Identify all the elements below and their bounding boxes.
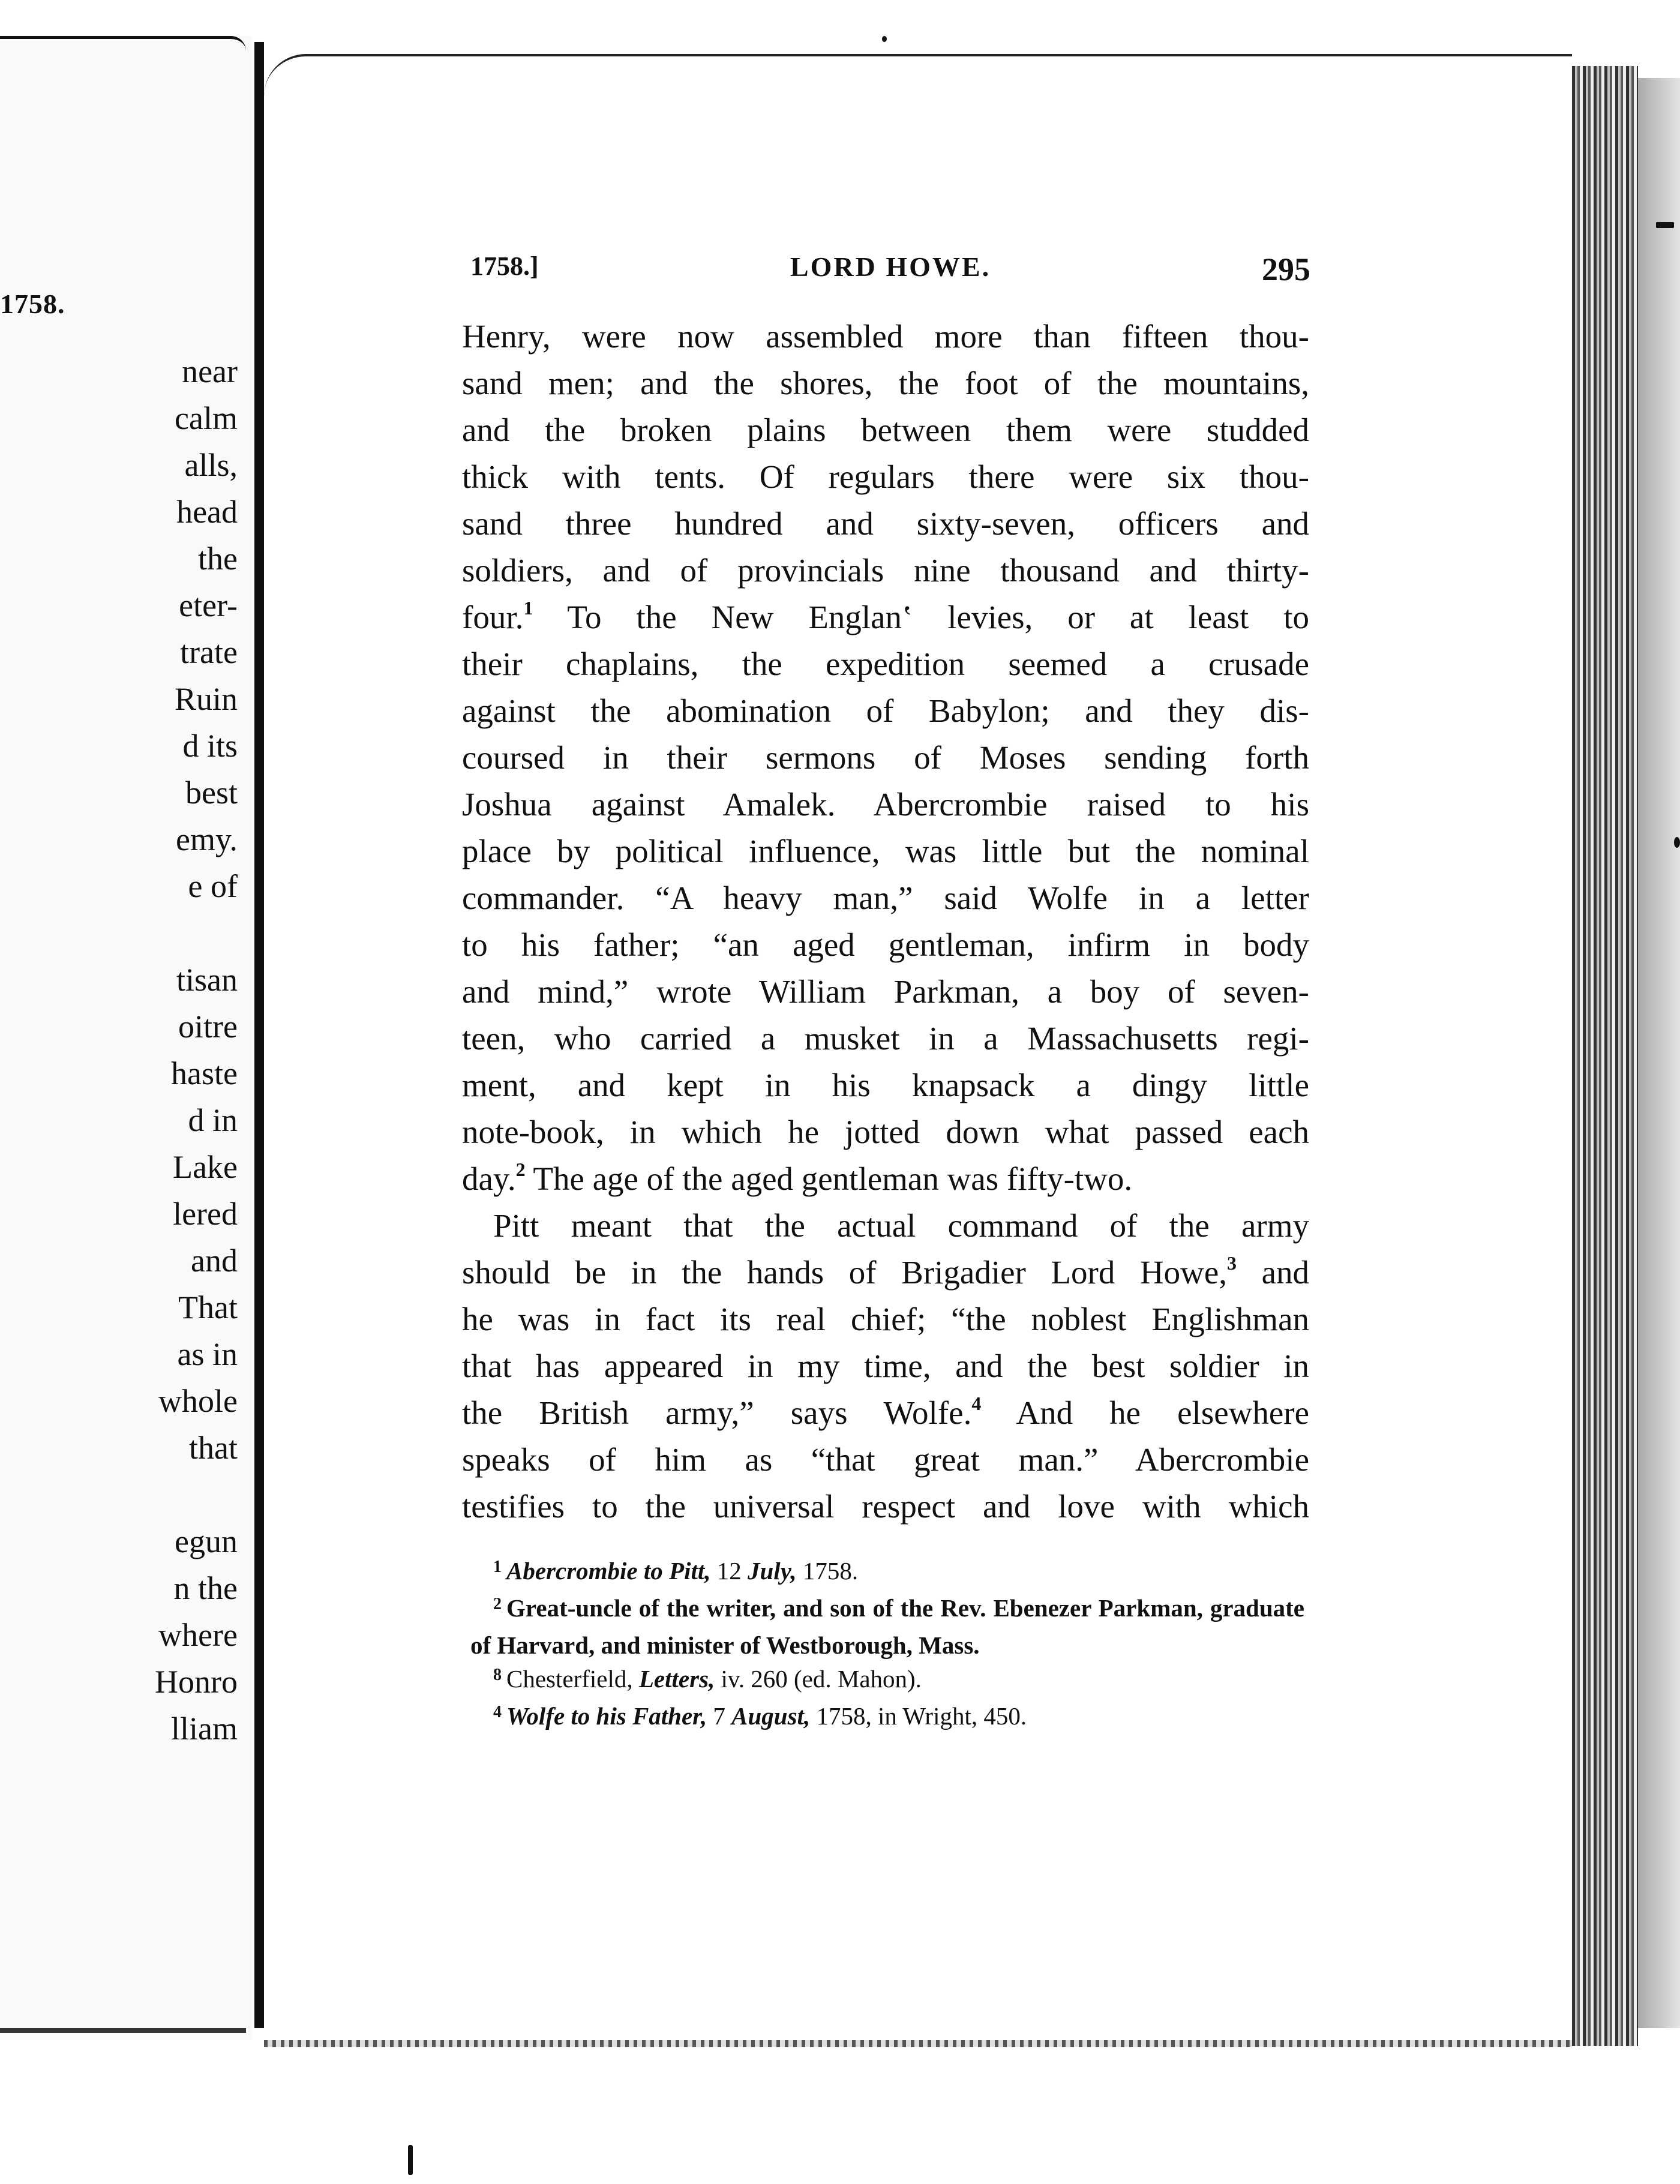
scan-speck bbox=[882, 36, 887, 42]
left-facing-page bbox=[0, 36, 252, 2040]
footnote-number: 1 bbox=[493, 1558, 502, 1576]
footnote-ref-3[interactable]: 3 bbox=[1227, 1252, 1237, 1274]
footnote-text: 1758. bbox=[796, 1557, 859, 1585]
body-line: testifies to the universal respect and love with which bbox=[462, 1488, 1309, 1525]
body-text bbox=[462, 313, 1309, 1530]
running-head-title: LORD HOWE. bbox=[790, 251, 991, 282]
footnote-number: 2 bbox=[493, 1595, 502, 1613]
body-line: to his father; “an aged gentleman, infirm in body bbox=[462, 926, 1309, 963]
scan-speck bbox=[1656, 222, 1674, 228]
left-line: lered bbox=[173, 1196, 238, 1232]
body-line: sand men; and the shores, the foot of the mountains, bbox=[462, 365, 1309, 401]
left-line: as in bbox=[177, 1336, 238, 1372]
footnote-ref-2[interactable]: 2 bbox=[515, 1158, 526, 1180]
body-line: note-book, in which he jotted down what passed each bbox=[462, 1114, 1309, 1150]
footnote-4 bbox=[470, 1699, 1304, 1736]
footnote-text: iv. 260 (ed. Mahon). bbox=[715, 1665, 922, 1693]
left-line: eter- bbox=[179, 587, 238, 623]
body-line: and the broken plains between them were studded bbox=[462, 412, 1309, 448]
body-line-start: the British army,” says Wolfe. bbox=[462, 1394, 972, 1431]
left-line: egun bbox=[175, 1523, 238, 1559]
body-line: sand three hundred and sixty-seven, officers and bbox=[462, 505, 1309, 542]
page-block-edges bbox=[1572, 66, 1638, 2046]
left-line: oitre bbox=[178, 1009, 238, 1045]
left-line-gap bbox=[106, 1471, 238, 1518]
body-line: against the abomination of Babylon; and they dis- bbox=[462, 692, 1309, 729]
left-line: That bbox=[178, 1289, 238, 1325]
footnote-title: Wolfe to his Father, bbox=[506, 1702, 707, 1730]
body-line: thick with tents. Of regulars there were six thou- bbox=[462, 458, 1309, 495]
left-line: d in bbox=[188, 1102, 238, 1138]
footnote-text: 12 bbox=[710, 1557, 748, 1585]
body-line: Joshua against Amalek. Abercrombie raised to his bbox=[462, 786, 1309, 823]
left-page-bottom-edge bbox=[0, 2028, 246, 2033]
left-page-top-edge bbox=[0, 36, 246, 51]
running-head-year: 1758.] bbox=[470, 251, 539, 281]
body-line-with-ref bbox=[462, 1249, 1309, 1296]
left-line: calm bbox=[175, 400, 238, 436]
body-line: their chaplains, the expedition seemed a crusade bbox=[462, 646, 1309, 682]
left-line: d its bbox=[182, 728, 238, 764]
body-line: teen, who carried a musket in a Massachusetts regi- bbox=[462, 1020, 1309, 1057]
left-page-line-fragments bbox=[106, 348, 238, 1752]
body-line: ment, and kept in his knapsack a dingy little bbox=[462, 1067, 1309, 1103]
left-line-gap bbox=[106, 910, 238, 956]
body-line-with-ref bbox=[462, 1390, 1309, 1436]
body-line: commander. “A heavy man,” said Wolfe in a letter bbox=[462, 880, 1309, 916]
left-line: near bbox=[182, 353, 238, 389]
footnote-title: Abercrombie to Pitt, bbox=[506, 1557, 711, 1585]
body-line-with-ref bbox=[462, 1156, 1309, 1202]
footnotes bbox=[470, 1554, 1304, 1736]
left-line: n the bbox=[173, 1570, 238, 1606]
footnote-title: August, bbox=[731, 1702, 811, 1730]
left-line: e of bbox=[188, 868, 238, 904]
scan-speck bbox=[1674, 837, 1680, 848]
body-line: soldiers, and of provincials nine thousand and thirty- bbox=[462, 552, 1309, 589]
body-line: that has appeared in my time, and the best soldier in bbox=[462, 1348, 1309, 1384]
body-line-with-ref bbox=[462, 594, 1309, 641]
body-line: coursed in their sermons of Moses sending forth bbox=[462, 739, 1309, 776]
left-line: whole bbox=[158, 1383, 238, 1419]
body-line-rest: And he elsewhere bbox=[981, 1394, 1310, 1431]
body-line: and mind,” wrote William Parkman, a boy of seven- bbox=[462, 973, 1309, 1010]
footnote-ref-4[interactable]: 4 bbox=[971, 1392, 982, 1414]
left-line: head bbox=[176, 494, 238, 530]
page-number: 295 bbox=[1262, 251, 1310, 287]
left-line: lliam bbox=[171, 1711, 238, 1747]
body-line-start: should be in the hands of Brigadier Lord Howe, bbox=[462, 1254, 1227, 1291]
left-page-header-year: 1758. bbox=[0, 289, 65, 319]
footnote-number: 4 bbox=[493, 1703, 502, 1721]
footnote-3 bbox=[470, 1662, 1304, 1699]
left-line: the bbox=[198, 541, 238, 577]
left-line: Ruin bbox=[174, 681, 238, 717]
body-line-rest: To the New Englanʽ levies, or at least to bbox=[533, 599, 1309, 635]
paragraph-first-line: Pitt meant that the actual command of the army bbox=[493, 1207, 1309, 1244]
left-line: tisan bbox=[176, 962, 238, 998]
scan-speck bbox=[408, 2145, 413, 2175]
body-line-start: day. bbox=[462, 1160, 516, 1197]
body-line: speaks of him as “that great man.” Abercrombie bbox=[462, 1441, 1309, 1478]
left-line: best bbox=[185, 775, 238, 811]
footnote-title: July, bbox=[748, 1557, 797, 1585]
footnote-ref-1[interactable]: 1 bbox=[523, 596, 533, 619]
body-line-rest: The age of the aged gentleman was fifty-two. bbox=[525, 1160, 1133, 1197]
left-line: emy. bbox=[176, 821, 238, 857]
body-line: place by political influence, was little but the nominal bbox=[462, 833, 1309, 869]
left-line: Lake bbox=[173, 1149, 238, 1185]
page-block-shadow bbox=[1638, 78, 1680, 2028]
book-gutter bbox=[254, 42, 264, 2028]
left-line: haste bbox=[171, 1055, 238, 1091]
left-line: Honro bbox=[155, 1664, 238, 1700]
footnote-text: Great-uncle of the writer, and son of the Rev. Ebenezer Parkman, graduate of Harvard, and minister of Westborough, Mass. bbox=[470, 1594, 1304, 1659]
footnote-2 bbox=[470, 1591, 1304, 1662]
left-line: that bbox=[189, 1430, 238, 1466]
body-line: he was in fact its real chief; “the noblest Englishman bbox=[462, 1301, 1309, 1337]
left-line: alls, bbox=[184, 447, 238, 483]
body-line: Henry, were now assembled more than fifteen thou- bbox=[462, 318, 1309, 355]
right-page-bottom-edge bbox=[264, 2040, 1572, 2047]
left-line: trate bbox=[180, 634, 238, 670]
body-line-start: four. bbox=[462, 599, 524, 635]
footnote-number: 8 bbox=[493, 1666, 502, 1684]
footnote-text: 1758, in Wright, 450. bbox=[810, 1702, 1027, 1730]
footnote-1 bbox=[470, 1554, 1304, 1591]
footnote-title: Letters, bbox=[638, 1665, 715, 1693]
left-line: and bbox=[191, 1243, 238, 1279]
left-line: where bbox=[158, 1617, 238, 1653]
running-head bbox=[470, 251, 1310, 293]
footnote-text: Chesterfield, bbox=[506, 1665, 639, 1693]
footnote-text: 7 bbox=[707, 1702, 732, 1730]
body-line-rest: and bbox=[1237, 1254, 1309, 1291]
